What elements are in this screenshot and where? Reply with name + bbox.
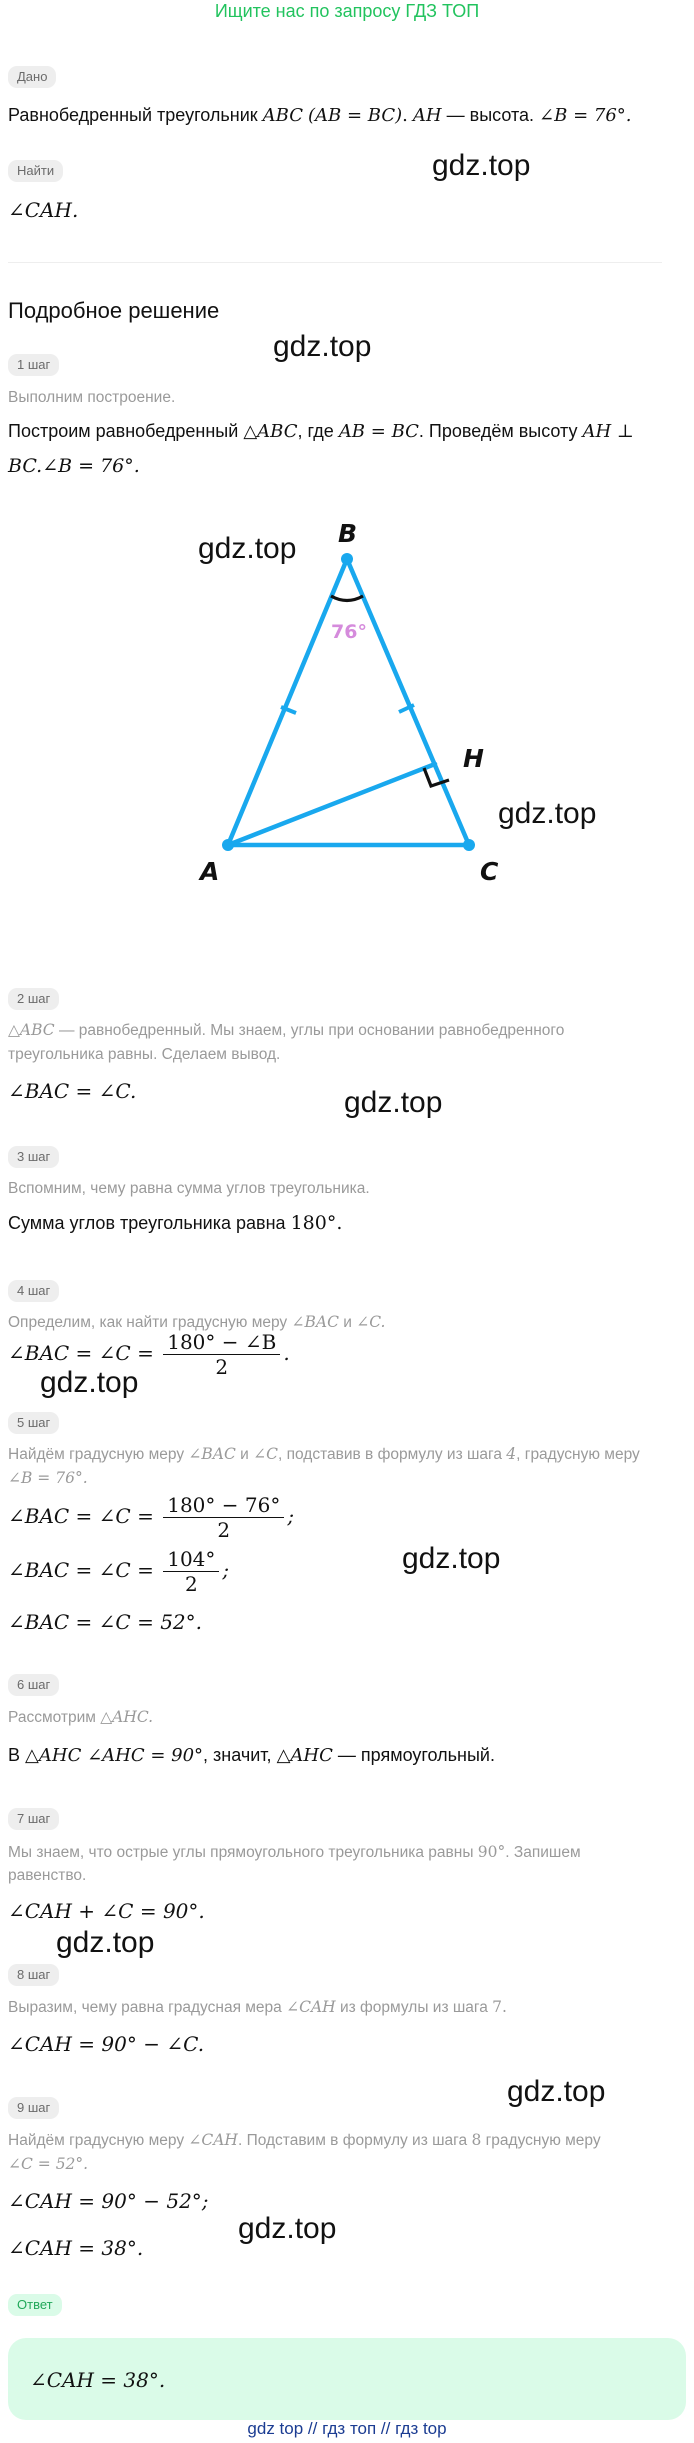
top-search-link[interactable]: Ищите нас по запросу ГДЗ ТОП: [214, 1, 480, 21]
step8-badge: 8 шаг: [8, 1964, 59, 1986]
step6-hint: [8, 1705, 153, 1730]
watermark: gdz.top: [344, 1086, 443, 1119]
step5-hint-c2: , градусную меру: [516, 1446, 640, 1463]
step2-hint-text: — равнобедренный. Мы знаем, углы при основании равнобедренного: [58, 1022, 565, 1039]
angle-b-arc: [331, 596, 363, 601]
step8-eq: ∠CAH = 90° − ∠C.: [8, 2032, 205, 2056]
step4-hint-lead: Определим, как найти градусную меру: [8, 1314, 288, 1331]
step7-badge: 7 шаг: [8, 1808, 59, 1830]
step5-badge: 5 шаг: [8, 1412, 59, 1434]
watermark: gdz.top: [238, 2212, 337, 2245]
step6-tri2: △AHC: [276, 1745, 333, 1766]
given-angle: ∠B = 76°.: [539, 105, 632, 126]
step9-eq2: ∠CAH = 38°.: [8, 2236, 144, 2260]
side-ab: [228, 559, 347, 845]
step2-eq: ∠BAC = ∠C.: [8, 1079, 137, 1103]
step9-hint-line2: ∠C = 52°.: [8, 2155, 89, 2173]
given-text: [8, 103, 632, 128]
step3-value: 180°.: [290, 1212, 343, 1234]
step1-badge: 1 шаг: [8, 354, 59, 376]
step4-hint-and: и: [343, 1314, 352, 1331]
step3-text: [8, 1211, 342, 1236]
step2-badge: 2 шаг: [8, 988, 59, 1010]
step6-text: [8, 1743, 495, 1768]
watermark: gdz.top: [507, 2075, 606, 2108]
step8-hint-cah: ∠CAH: [286, 1998, 336, 2016]
step6-end: — прямоугольный.: [337, 1745, 495, 1765]
step5-eq2-end: ;: [222, 1558, 230, 1582]
step6-in: В: [8, 1745, 21, 1765]
watermark: gdz.top: [273, 330, 372, 363]
angle-b-label: 76°: [331, 621, 367, 643]
answer-badge: Ответ: [8, 2294, 62, 2316]
step5-eq2-num: 104°: [163, 1547, 219, 1572]
step1-tri: △ABC: [243, 421, 298, 442]
point-a: [222, 839, 234, 851]
step9-eq1: ∠CAH = 90° − 52°;: [8, 2189, 209, 2213]
step7-hint-lead: Мы знаем, что острые углы прямоугольного треугольника равны: [8, 1844, 474, 1861]
step1-draw: . Проведём высоту: [418, 421, 578, 441]
step3-lead: Сумма углов треугольника равна: [8, 1213, 286, 1233]
step6-mid: , значит,: [203, 1745, 272, 1765]
step2-hint-tri: △ABC: [8, 1021, 55, 1039]
given-abc: ABC: [262, 105, 304, 126]
step7-hint-a: [8, 1840, 581, 1865]
step1-line-a: [8, 419, 634, 444]
step8-hint: [8, 1995, 507, 2020]
answer-value: ∠CAH = 38°.: [30, 2368, 166, 2392]
given-height: — высота.: [446, 105, 535, 125]
watermark: gdz.top: [56, 1926, 155, 1959]
step4-lhs: ∠BAC = ∠C =: [8, 1341, 154, 1365]
label-c: C: [480, 857, 499, 886]
section-divider: [8, 262, 662, 263]
watermark: gdz.top: [198, 532, 297, 565]
given-badge: Дано: [8, 66, 56, 88]
step1-line-b: BC.∠B = 76°.: [8, 455, 140, 477]
step3-hint: Вспомним, чему равна сумма углов треугольника.: [8, 1180, 370, 1197]
step5-eq1-den: 2: [217, 1518, 231, 1542]
step5-eq2-fraction: [163, 1547, 219, 1596]
footer-links[interactable]: gdz top // гдз топ // гдз top: [247, 2419, 447, 2438]
side-bc: [347, 559, 469, 845]
step5-eq2-lhs: ∠BAC = ∠C =: [8, 1558, 154, 1582]
step5-eq1-num: 180° − 76°: [163, 1493, 284, 1518]
step1-ah-perp: AH ⊥: [582, 421, 634, 442]
step6-hint-lead: Рассмотрим: [8, 1709, 96, 1726]
step9-hint-lead: Найдём градусную меру: [8, 2132, 185, 2149]
step5-eq2-den: 2: [184, 1572, 198, 1596]
step4-num: 180° − ∠B: [163, 1330, 280, 1355]
step6-badge: 6 шаг: [8, 1674, 59, 1696]
point-c: [463, 839, 475, 851]
step8-hint-step: 7.: [492, 1998, 507, 2016]
step8-hint-lead: Выразим, чему равна градусная мера: [8, 1999, 282, 2016]
step5-eq1-end: ;: [287, 1504, 295, 1528]
step5-hint-c: ∠C: [253, 1445, 278, 1463]
step5-hint-lead: Найдём градусную меру: [8, 1446, 185, 1463]
step3-badge: 3 шаг: [8, 1146, 59, 1168]
label-h: H: [463, 744, 484, 773]
step4-den: 2: [215, 1355, 229, 1379]
step4-hint-bac: ∠BAC: [291, 1313, 339, 1331]
step5-eq3: ∠BAC = ∠C = 52°.: [8, 1610, 203, 1634]
step2-hint-b: треугольника равны. Сделаем вывод.: [8, 1046, 281, 1063]
given-eq: (AB = BC): [308, 105, 403, 126]
step5-eq1-lhs: ∠BAC = ∠C =: [8, 1504, 154, 1528]
step9-hint-cah: ∠CAH: [188, 2131, 238, 2149]
step4-badge: 4 шаг: [8, 1280, 59, 1302]
watermark: gdz.top: [432, 149, 531, 182]
step2-hint-a: [8, 1018, 564, 1043]
step7-hint-deg: 90°: [477, 1843, 506, 1861]
step7-hint-b: . Запишем: [505, 1844, 581, 1861]
step1-eq: AB = BC: [338, 421, 419, 442]
given-ah: AH: [412, 105, 442, 126]
point-b: [341, 553, 353, 565]
step1-hint: Выполним построение.: [8, 389, 176, 406]
given-dot: .: [402, 105, 408, 126]
find-value: ∠CAH.: [8, 198, 79, 222]
watermark: gdz.top: [402, 1542, 501, 1575]
label-b: B: [338, 519, 358, 548]
step5-hint-a: [8, 1442, 640, 1467]
step5-hint-line2: ∠B = 76°.: [8, 1469, 88, 1487]
step9-hint-a: [8, 2128, 601, 2153]
step5-hint-step: 4: [506, 1445, 517, 1463]
watermark: gdz.top: [40, 1366, 139, 1399]
step6-tri: △AHC ∠AHC = 90°: [25, 1745, 204, 1766]
find-badge: Найти: [8, 160, 63, 182]
step1-lead: Построим равнобедренный: [8, 421, 239, 441]
step5-eq1: [8, 1493, 294, 1542]
step9-badge: 9 шаг: [8, 2097, 59, 2119]
step4-fraction: [163, 1330, 280, 1379]
step4-hint-c: ∠C.: [356, 1313, 386, 1331]
step5-eq1-fraction: [163, 1493, 284, 1542]
step1-where: , где: [297, 421, 334, 441]
given-lead: Равнобедренный треугольник: [8, 105, 258, 125]
step5-eq2: [8, 1547, 229, 1596]
step7-hint-c: равенство.: [8, 1867, 87, 1884]
step8-hint-b: из формулы из шага: [339, 1999, 488, 2016]
step9-hint-b: . Подставим в формулу из шага: [237, 2132, 468, 2149]
step9-hint-step: 8: [471, 2131, 482, 2149]
step9-hint-c: градусную меру: [485, 2132, 601, 2149]
step6-hint-tri: △AHC.: [100, 1708, 154, 1726]
step4-end: .: [283, 1341, 290, 1365]
step5-hint-bac: ∠BAC: [188, 1445, 236, 1463]
triangle-figure: [180, 505, 520, 895]
watermark: gdz.top: [498, 797, 597, 830]
step5-hint-b: , подставив в формулу из шага: [277, 1446, 502, 1463]
step7-eq: ∠CAH + ∠C = 90°.: [8, 1899, 205, 1923]
step5-hint-and: и: [240, 1446, 249, 1463]
label-a: A: [200, 857, 220, 886]
solution-heading: Подробное решение: [8, 298, 220, 323]
